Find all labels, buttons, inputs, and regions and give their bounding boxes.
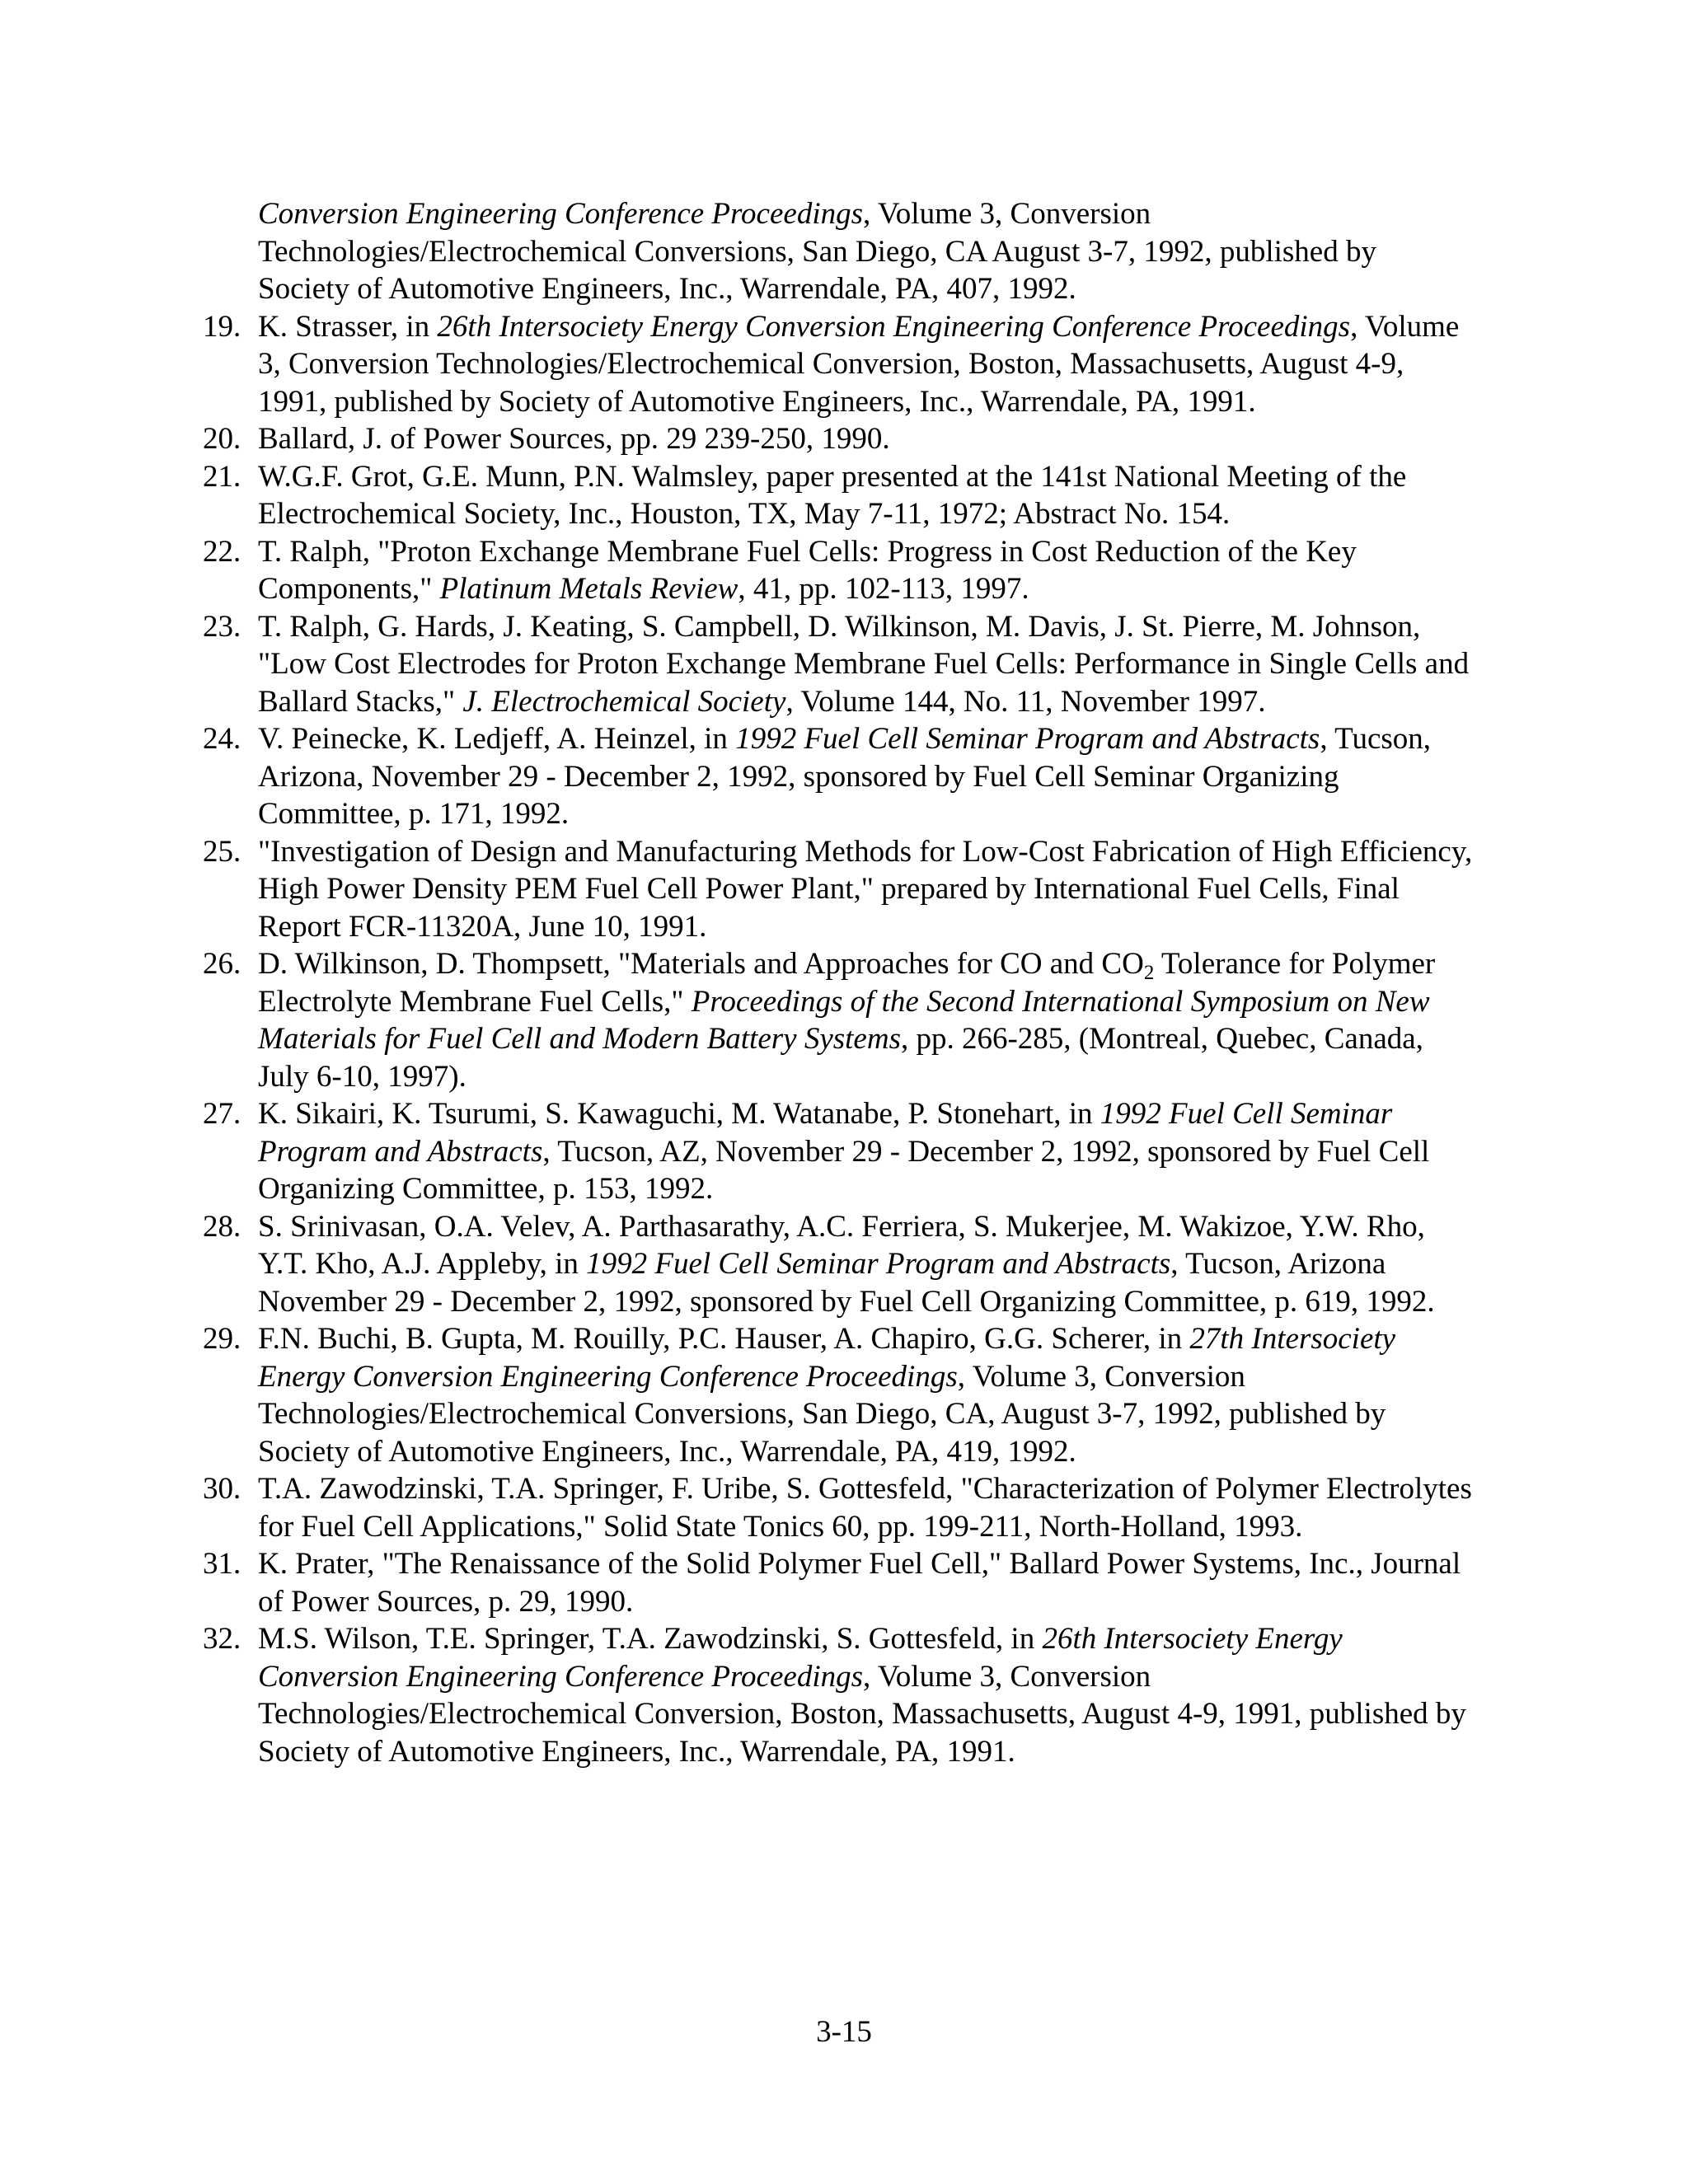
reference-italic-text: 26th Intersociety Energy Conversion Engineering Conference Proceedings bbox=[437, 309, 1351, 344]
reference-italic-text: Conversion Engineering Conference Proceedings bbox=[258, 197, 864, 231]
reference-number: 30. bbox=[203, 1472, 241, 1506]
reference-item bbox=[0, 608, 1474, 721]
reference-text: K. Prater, "The Renaissance of the Solid Polymer Fuel Cell," Ballard Power Systems, Inc., Journal of Power Sources, p. 29, 1990. bbox=[258, 1547, 1461, 1619]
reference-item bbox=[0, 420, 1474, 458]
reference-text: D. Wilkinson, D. Thompsett, "Materials and Approaches for CO and CO bbox=[258, 947, 1144, 981]
reference-text: T.A. Zawodzinski, T.A. Springer, F. Uribe, S. Gottesfeld, "Characterization of Polymer Electrolytes for Fuel Cell Applications," Solid State Tonics 60, pp. 199-211, North-Holland, 1993. bbox=[258, 1472, 1472, 1544]
reference-number: 24. bbox=[203, 722, 241, 756]
reference-item bbox=[0, 308, 1474, 421]
reference-item bbox=[0, 833, 1474, 946]
reference-text: K. Strasser, in bbox=[258, 309, 438, 344]
reference-text: F.N. Buchi, B. Gupta, M. Rouilly, P.C. Hauser, A. Chapiro, G.G. Scherer, in bbox=[258, 1322, 1190, 1356]
reference-item bbox=[0, 1208, 1474, 1321]
reference-text: V. Peinecke, K. Ledjeff, A. Heinzel, in bbox=[258, 722, 736, 756]
reference-text: , Volume 3, Conversion Technologies/Electrochemical Conversions, San Diego, CA, August 3-7, 1992, published by Society of Automotive Engineers, Inc., Warrendale, PA, 419, 1992. bbox=[258, 1359, 1386, 1469]
reference-italic-text: J. Electrochemical Society bbox=[462, 684, 786, 719]
reference-number: 26. bbox=[203, 947, 241, 981]
reference-text: , pp. 266-285, (Montreal, Quebec, Canada, July 6-10, 1997). bbox=[258, 1022, 1423, 1094]
reference-text: Ballard, J. of Power Sources, pp. 29 239-250, 1990. bbox=[258, 422, 890, 456]
reference-text: S. Srinivasan, O.A. Velev, A. Parthasarathy, A.C. Ferriera, S. Mukerjee, M. Wakizoe, Y.W. Rho, Y.T. Kho, A.J. Appleby, in bbox=[258, 1209, 1425, 1281]
reference-number: 32. bbox=[203, 1622, 241, 1656]
reference-item bbox=[0, 533, 1474, 608]
reference-text: , Tucson, Arizona November 29 - December 2, 1992, sponsored by Fuel Cell Organizing Committee, p. 619, 1992. bbox=[258, 1247, 1435, 1319]
reference-item bbox=[0, 1620, 1474, 1770]
reference-text: , 41, pp. 102-113, 1997. bbox=[738, 572, 1029, 606]
reference-text: , Volume 3, Conversion Technologies/Electrochemical Conversions, San Diego, CA August 3-7, 1992, published by Society of Automotive Engineers, Inc., Warrendale, PA, 407, 1992. bbox=[258, 197, 1376, 306]
reference-item bbox=[0, 1545, 1474, 1620]
reference-subscript: 2 bbox=[1143, 962, 1155, 984]
reference-italic-text: 1992 Fuel Cell Seminar Program and Abstracts bbox=[258, 1097, 1393, 1169]
reference-text: , Volume 144, No. 11, November 1997. bbox=[785, 684, 1266, 719]
reference-item bbox=[0, 1095, 1474, 1208]
reference-number: 20. bbox=[203, 422, 241, 456]
reference-number: 29. bbox=[203, 1322, 241, 1356]
reference-italic-text: Platinum Metals Review bbox=[439, 572, 738, 606]
reference-text: Tolerance for Polymer Electrolyte Membrane Fuel Cells," bbox=[258, 947, 1436, 1019]
reference-text: , Volume 3, Conversion Technologies/Electrochemical Conversion, Boston, Massachusetts, August 4-9, 1991, published by Society of Automotive Engineers, Inc., Warrendale, PA, 1991. bbox=[258, 309, 1460, 419]
reference-number: 27. bbox=[203, 1097, 241, 1131]
reference-number: 21. bbox=[203, 459, 241, 494]
reference-number: 25. bbox=[203, 834, 241, 869]
reference-text: T. Ralph, "Proton Exchange Membrane Fuel Cells: Progress in Cost Reduction of the Key Components," bbox=[258, 534, 1357, 606]
reference-italic-text: 1992 Fuel Cell Seminar Program and Abstracts bbox=[586, 1247, 1171, 1281]
reference-number: 31. bbox=[203, 1547, 241, 1581]
page-number: 3-15 bbox=[816, 2015, 872, 2049]
reference-number: 23. bbox=[203, 609, 241, 644]
reference-item bbox=[0, 945, 1474, 1095]
reference-italic-text: 26th Intersociety Energy Conversion Engineering Conference Proceedings bbox=[258, 1622, 1343, 1694]
reference-text: , Volume 3, Conversion Technologies/Electrochemical Conversion, Boston, Massachusetts, August 4-9, 1991, published by Society of Automotive Engineers, Inc., Warrendale, PA, 1991. bbox=[258, 1659, 1466, 1769]
reference-italic-text: 27th Intersociety Energy Conversion Engineering Conference Proceedings bbox=[258, 1322, 1396, 1394]
reference-text: K. Sikairi, K. Tsurumi, S. Kawaguchi, M. Watanabe, P. Stonehart, in bbox=[258, 1097, 1100, 1131]
reference-number: 22. bbox=[203, 534, 241, 569]
reference-text: M.S. Wilson, T.E. Springer, T.A. Zawodzinski, S. Gottesfeld, in bbox=[258, 1622, 1043, 1656]
reference-item bbox=[0, 195, 1474, 308]
reference-number: 28. bbox=[203, 1209, 241, 1244]
reference-text: "Investigation of Design and Manufacturing Methods for Low-Cost Fabrication of High Efficiency, High Power Density PEM Fuel Cell Power Plant," prepared by International Fuel Cells, Final Report FCR-11320A, June 10, 1991. bbox=[258, 834, 1473, 944]
reference-item bbox=[0, 1470, 1474, 1545]
reference-item bbox=[0, 720, 1474, 833]
reference-italic-text: 1992 Fuel Cell Seminar Program and Abstracts bbox=[735, 722, 1320, 756]
reference-item bbox=[0, 1320, 1474, 1470]
reference-text: , Tucson, Arizona, November 29 - December 2, 1992, sponsored by Fuel Cell Seminar Organizing Committee, p. 171, 1992. bbox=[258, 722, 1432, 831]
reference-text: T. Ralph, G. Hards, J. Keating, S. Campbell, D. Wilkinson, M. Davis, J. St. Pierre, M. Johnson, "Low Cost Electrodes for Proton Exchange Membrane Fuel Cells: Performance in Single Cells and Ballard Stacks," bbox=[258, 609, 1470, 719]
reference-italic-text: Proceedings of the Second International Symposium on New Materials for Fuel Cell and Modern Battery Systems bbox=[258, 984, 1430, 1056]
reference-item bbox=[0, 458, 1474, 533]
reference-number: 19. bbox=[203, 309, 241, 344]
reference-text: W.G.F. Grot, G.E. Munn, P.N. Walmsley, paper presented at the 141st National Meeting of the Electrochemical Society, Inc., Houston, TX, May 7-11, 1972; Abstract No. 154. bbox=[258, 459, 1407, 531]
reference-text: , Tucson, AZ, November 29 - December 2, 1992, sponsored by Fuel Cell Organizing Committee, p. 153, 1992. bbox=[258, 1134, 1430, 1206]
reference-list bbox=[0, 195, 1688, 1770]
